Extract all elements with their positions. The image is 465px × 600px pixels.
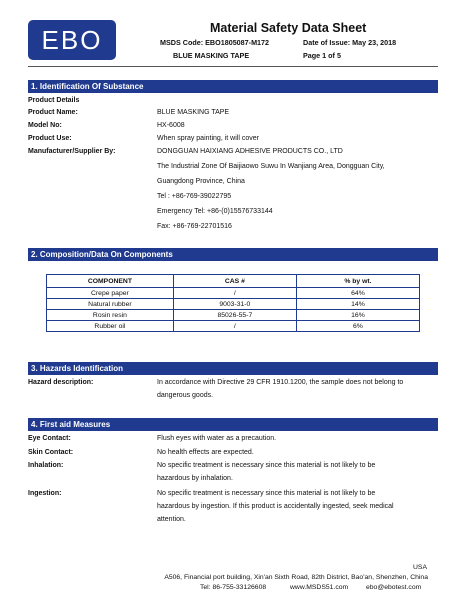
ingestion-line: attention. xyxy=(157,516,186,523)
eye-contact-label: Eye Contact: xyxy=(28,435,71,442)
product-use-label: Product Use: xyxy=(28,135,72,142)
ingestion-label: Ingestion: xyxy=(28,490,62,497)
skin-contact-value: No health effects are expected. xyxy=(157,449,254,456)
table-row xyxy=(47,299,420,310)
composition-table xyxy=(46,274,420,332)
header-divider xyxy=(28,66,438,67)
footer-email: ebo@ebotest.com xyxy=(366,584,422,591)
header-product-name: BLUE MASKING TAPE xyxy=(173,51,250,60)
component-cell: Crepe paper xyxy=(47,288,174,299)
cas-cell: / xyxy=(173,288,296,299)
product-name-value: BLUE MASKING TAPE xyxy=(157,109,230,116)
cas-cell: 9003-31-0 xyxy=(173,299,296,310)
ingestion-line: hazardous by ingestion. If this product is accidentally ingested, seek medical xyxy=(157,503,394,510)
inhalation-line: No specific treatment is necessary since this material is not likely to be xyxy=(157,462,376,469)
section-2-heading: 2. Composition/Data On Components xyxy=(28,248,438,261)
hazard-description-line: In accordance with Directive 29 CFR 1910.1200, the sample does not belong to xyxy=(157,379,404,386)
skin-contact-label: Skin Contact: xyxy=(28,449,74,456)
footer-website: www.MSDS51.com xyxy=(290,584,349,591)
date-of-issue: Date of Issue: May 23, 2018 xyxy=(303,38,397,47)
hazard-description-label: Hazard description: xyxy=(28,379,94,386)
footer-address: A506, Financial port building, Xin'an Sixth Road, 82th District, Bao'an, Shenzhen, China xyxy=(164,574,428,581)
component-cell: Rosin resin xyxy=(47,310,174,321)
inhalation-line: hazardous by inhalation. xyxy=(157,475,233,482)
address-line: Guangdong Province, China xyxy=(157,178,245,185)
footer-tel: Tel: 86-755-33126608 xyxy=(200,584,267,591)
telephone: Tel : +86-769-39022795 xyxy=(157,193,232,200)
product-name-label: Product Name: xyxy=(28,109,78,116)
component-cell: Rubber oil xyxy=(47,321,174,332)
percent-cell: 6% xyxy=(296,321,419,332)
section-4-heading: 4. First aid Measures xyxy=(28,418,438,431)
footer-country: USA xyxy=(413,564,427,571)
percent-cell: 16% xyxy=(296,310,419,321)
document-title: Material Safety Data Sheet xyxy=(210,21,367,35)
eye-contact-value: Flush eyes with water as a precaution. xyxy=(157,435,277,442)
address-line: The Industrial Zone Of Baijiaowo Suwu In Wanjiang Area, Dongguan City, xyxy=(157,163,385,170)
product-details-heading: Product Details xyxy=(28,97,80,104)
manufacturer-label: Manufacturer/Supplier By: xyxy=(28,148,116,155)
model-no-label: Model No: xyxy=(28,122,62,129)
table-row xyxy=(47,288,420,299)
column-header-component: COMPONENT xyxy=(47,275,174,288)
table-row xyxy=(47,321,420,332)
ebo-logo: EBO xyxy=(28,20,116,60)
emergency-telephone: Emergency Tel: +86-(0)15576733144 xyxy=(157,208,273,215)
fax: Fax: +86-769-22701516 xyxy=(157,223,232,230)
section-3-heading: 3. Hazards Identification xyxy=(28,362,438,375)
ingestion-line: No specific treatment is necessary since this material is not likely to be xyxy=(157,490,376,497)
inhalation-label: Inhalation: xyxy=(28,462,64,469)
cas-cell: / xyxy=(173,321,296,332)
component-cell: Natural rubber xyxy=(47,299,174,310)
cas-cell: 85026-55-7 xyxy=(173,310,296,321)
table-row xyxy=(47,310,420,321)
product-use-value: When spray painting, it will cover xyxy=(157,135,259,142)
model-no-value: HX-6008 xyxy=(157,122,185,129)
percent-cell: 64% xyxy=(296,288,419,299)
table-header-row xyxy=(47,275,420,288)
page-number: Page 1 of 5 xyxy=(303,51,341,60)
column-header-percent: % by wt. xyxy=(296,275,419,288)
msds-code: MSDS Code: EBO1805087-M172 xyxy=(160,38,270,47)
section-1-heading: 1. Identification Of Substance xyxy=(28,80,438,93)
hazard-description-line: dangerous goods. xyxy=(157,392,214,399)
column-header-cas: CAS # xyxy=(173,275,296,288)
percent-cell: 14% xyxy=(296,299,419,310)
manufacturer-value: DONGGUAN HAIXIANG ADHESIVE PRODUCTS CO., LTD xyxy=(157,148,343,155)
